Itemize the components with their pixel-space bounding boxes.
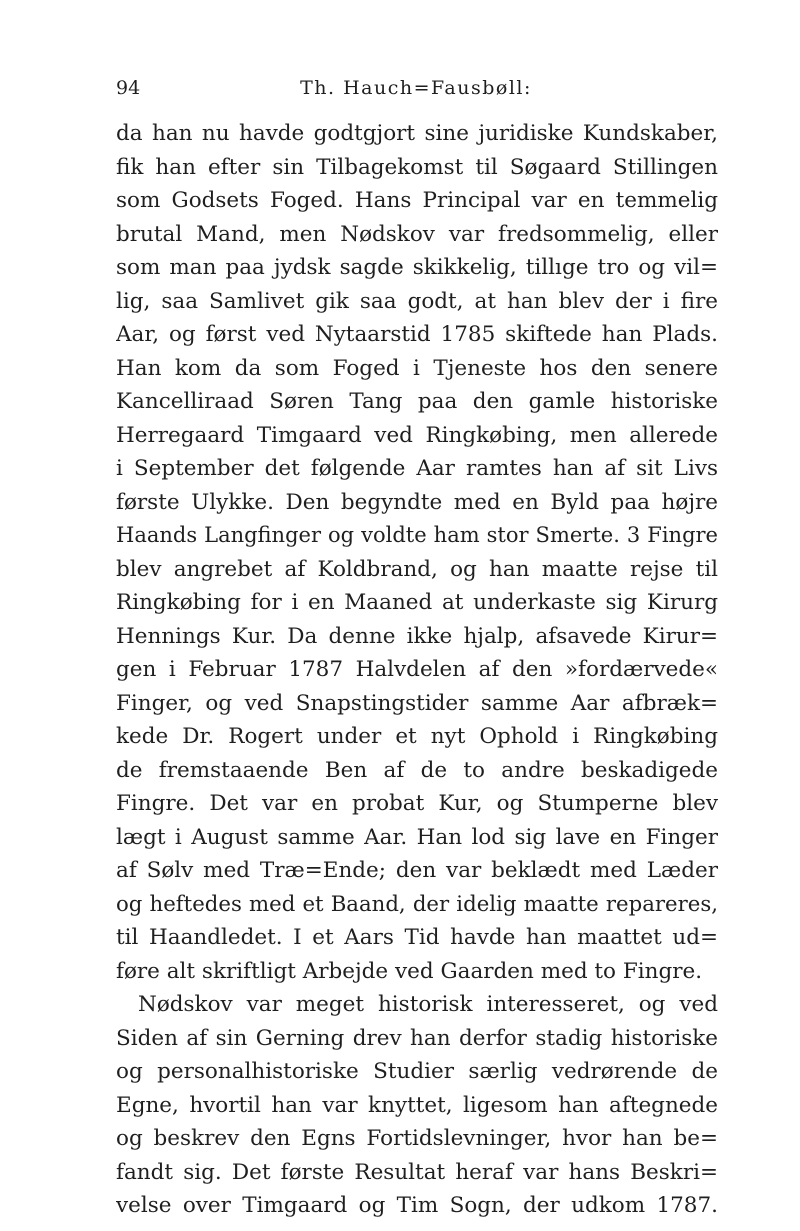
text-line: gen i Februar 1787 Halvdelen af den »fordærvede«: [116, 657, 718, 682]
text-line: og beskrev den Egns Fortidslevninger, hvor han be=: [116, 1126, 718, 1151]
text-line: af Sølv med Træ=Ende; den var beklædt med Læder: [116, 858, 718, 883]
text-line: i September det følgende Aar ramtes han af sit Livs: [116, 456, 718, 481]
text-line: Siden af sin Gerning drev han derfor stadig historiske: [116, 1025, 718, 1051]
running-head: [116, 74, 716, 102]
text-line: Aar, og først ved Nytaarstid 1785 skiftede han Plads.: [116, 322, 718, 347]
text-line: Hennings Kur. Da denne ikke hjalp, afsavede Kirur=: [116, 623, 718, 649]
text-line: kede Dr. Rogert under et nyt Ophold i Ringkøbing: [116, 724, 718, 749]
text-line: og heftedes med et Baand, der idelig maatte repareres,: [116, 891, 718, 917]
text-line: Kancelliraad Søren Tang paa den gamle historiske: [116, 389, 718, 414]
text-line: lægt i August samme Aar. Han lod sig lave en Finger: [116, 824, 718, 850]
running-title: Th. Hauch=Fausbøll:: [300, 77, 532, 99]
paragraph-first-line: Nødskov var meget historisk interesseret, og ved: [138, 992, 718, 1017]
page-number: 94: [116, 77, 141, 99]
text-line: de fremstaaende Ben af de to andre beskadigede: [116, 757, 718, 783]
text-line: og personalhistoriske Studier særlig vedrørende de: [116, 1059, 718, 1084]
body-text: [116, 117, 718, 1223]
text-line: Egne, hvortil han var knyttet, ligesom han aftegnede: [116, 1092, 718, 1118]
text-line: blev angrebet af Koldbrand, og han maatte rejse til: [116, 556, 718, 582]
text-line: Ringkøbing for i en Maaned at underkaste sig Kirurg: [116, 590, 718, 615]
text-line: som man paa jydsk sagde skikkelig, tillıge tro og vil=: [116, 255, 718, 280]
text-line: Finger, og ved Snapstingstider samme Aar afbræk=: [116, 690, 718, 716]
text-line: som Godsets Foged. Hans Principal var en temmelig: [116, 188, 718, 213]
text-line: fandt sig. Det første Resultat heraf var hans Beskri=: [116, 1159, 718, 1185]
text-line: Han kom da som Foged i Tjeneste hos den senere: [116, 355, 718, 381]
text-line: lig, saa Samlivet gik saa godt, at han blev der i fire: [116, 288, 718, 314]
text-line: Herregaard Timgaard ved Ringkøbing, men allerede: [116, 422, 718, 448]
text-line: velse over Timgaard og Tim Sogn, der udkom 1787.: [116, 1193, 718, 1218]
text-line: Haands Langfinger og voldte ham stor Smerte. 3 Fingre: [116, 523, 718, 547]
text-line: Fingre. Det var en probat Kur, og Stumperne blev: [116, 791, 718, 816]
text-line: til Haandledet. I et Aars Tid havde han maattet ud=: [116, 925, 718, 950]
text-line: første Ulykke. Den begyndte med en Byld paa højre: [116, 489, 718, 515]
text-line: brutal Mand, men Nødskov var fredsommelig, eller: [116, 221, 718, 247]
paragraph-last-line: føre alt skriftligt Arbejde ved Gaarden med to Fingre.: [116, 958, 703, 984]
text-line: fik han efter sin Tilbagekomst til Søgaard Stillingen: [116, 154, 718, 180]
text-line: da han nu havde godtgjort sine juridiske Kundskaber,: [116, 121, 718, 146]
